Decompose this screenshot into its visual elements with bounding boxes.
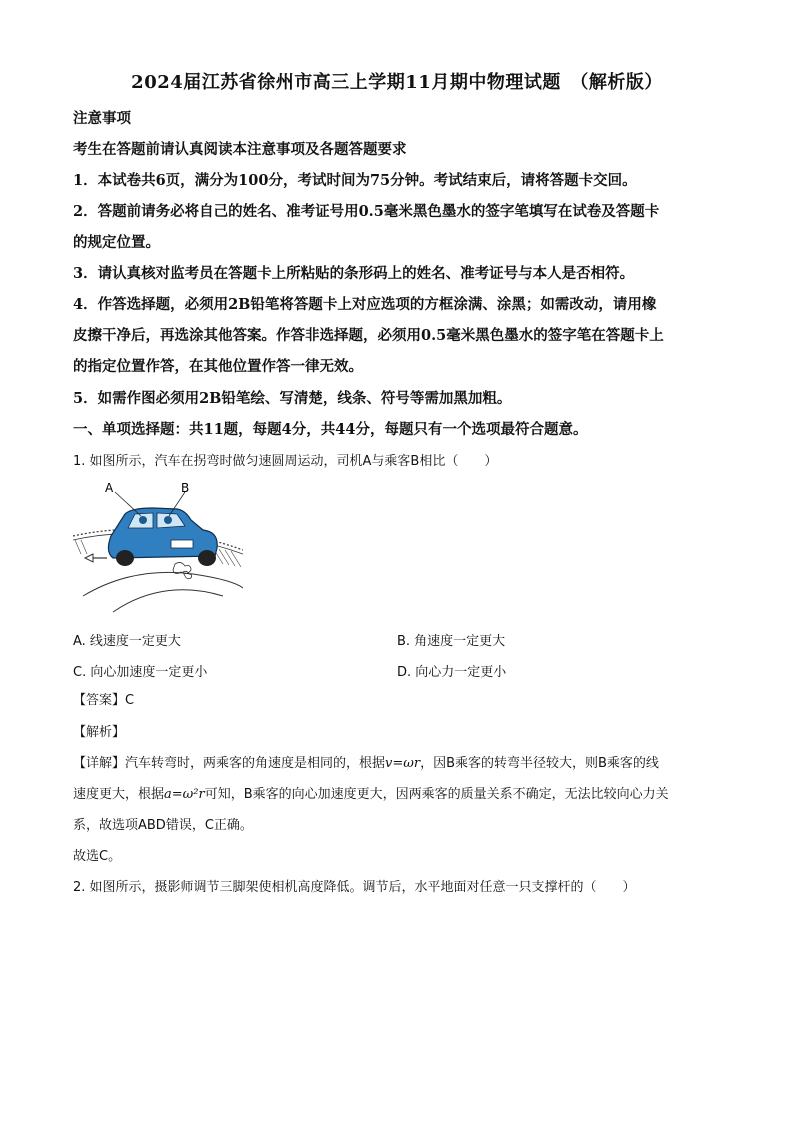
q1-option-d: D. 向心力一定更小: [397, 665, 507, 680]
notice-item-2: 2．答题前请务必将自己的姓名、准考证号用0.5毫米黑色墨水的签字笔填写在试卷及答题卡: [73, 203, 660, 220]
detail-text: ，因B乘客的转弯半径较大，则B乘客的线: [420, 756, 659, 771]
formula-v-omega-r: v=ωr: [385, 756, 421, 771]
notice-item-1: 1．本试卷共6页，满分为100分，考试时间为75分钟。考试结束后，请将答题卡交回。: [73, 172, 637, 189]
car-turning-illustration: [73, 478, 243, 616]
notice-item-4-cont: 皮擦干净后，再选涂其他答案。作答非选择题，必须用0.5毫米黑色墨水的签字笔在答题卡上: [73, 327, 664, 344]
q1-figure: [73, 478, 243, 616]
page-title: 2024届江苏省徐州市高三上学期11月期中物理试题 （解析版）: [131, 72, 663, 93]
detail-text: 速度更大，根据: [73, 787, 165, 802]
section-heading: 一、单项选择题：共11题，每题4分，共44分，每题只有一个选项最符合题意。: [73, 421, 588, 438]
label-a: A: [105, 481, 114, 495]
q1-option-b: B. 角速度一定更大: [397, 634, 506, 649]
label-b: B: [181, 481, 190, 495]
q1-detail-line-3: 系，故选项ABD错误，C正确。: [73, 818, 253, 833]
q1-detail-line-2: [73, 785, 723, 805]
detail-text: 【详解】汽车转弯时，两乘客的角速度是相同的，根据: [73, 756, 386, 771]
q2-stem: 2. 如图所示，摄影师调节三脚架使相机高度降低。调节后，水平地面对任意一只支撑杆的（ ）: [73, 880, 636, 895]
notice-item-5: 5．如需作图必须用2B铅笔绘、写清楚，线条、符号等需加黑加粗。: [73, 390, 512, 407]
notice-item-2-cont: 的规定位置。: [73, 234, 160, 251]
detail-text: 可知，B乘客的向心加速度更大，因两乘客的质量关系不确定，无法比较向心力关: [204, 787, 669, 802]
q1-conclusion: 故选C。: [73, 849, 122, 864]
notice-intro: 考生在答题前请认真阅读本注意事项及各题答题要求: [73, 141, 407, 158]
formula-a-omega2-r: a=ω²r: [164, 787, 205, 802]
q1-analysis-heading: 【解析】: [73, 725, 126, 740]
q1-option-c: C. 向心加速度一定更小: [73, 665, 208, 680]
notice-item-3: 3．请认真核对监考员在答题卡上所粘贴的条形码上的姓名、准考证号与本人是否相符。: [73, 265, 635, 282]
notice-heading: 注意事项: [73, 110, 131, 127]
q1-detail-line-1: [73, 754, 723, 774]
notice-item-4-cont2: 的指定位置作答，在其他位置作答一律无效。: [73, 358, 363, 375]
q1-option-a: A. 线速度一定更大: [73, 634, 181, 649]
q1-stem: 1. 如图所示，汽车在拐弯时做匀速圆周运动，司机A与乘客B相比（ ）: [73, 454, 498, 469]
notice-item-4: 4．作答选择题，必须用2B铅笔将答题卡上对应选项的方框涂满、涂黑；如需改动，请用橡: [73, 296, 657, 313]
q1-answer: 【答案】C: [73, 693, 135, 708]
